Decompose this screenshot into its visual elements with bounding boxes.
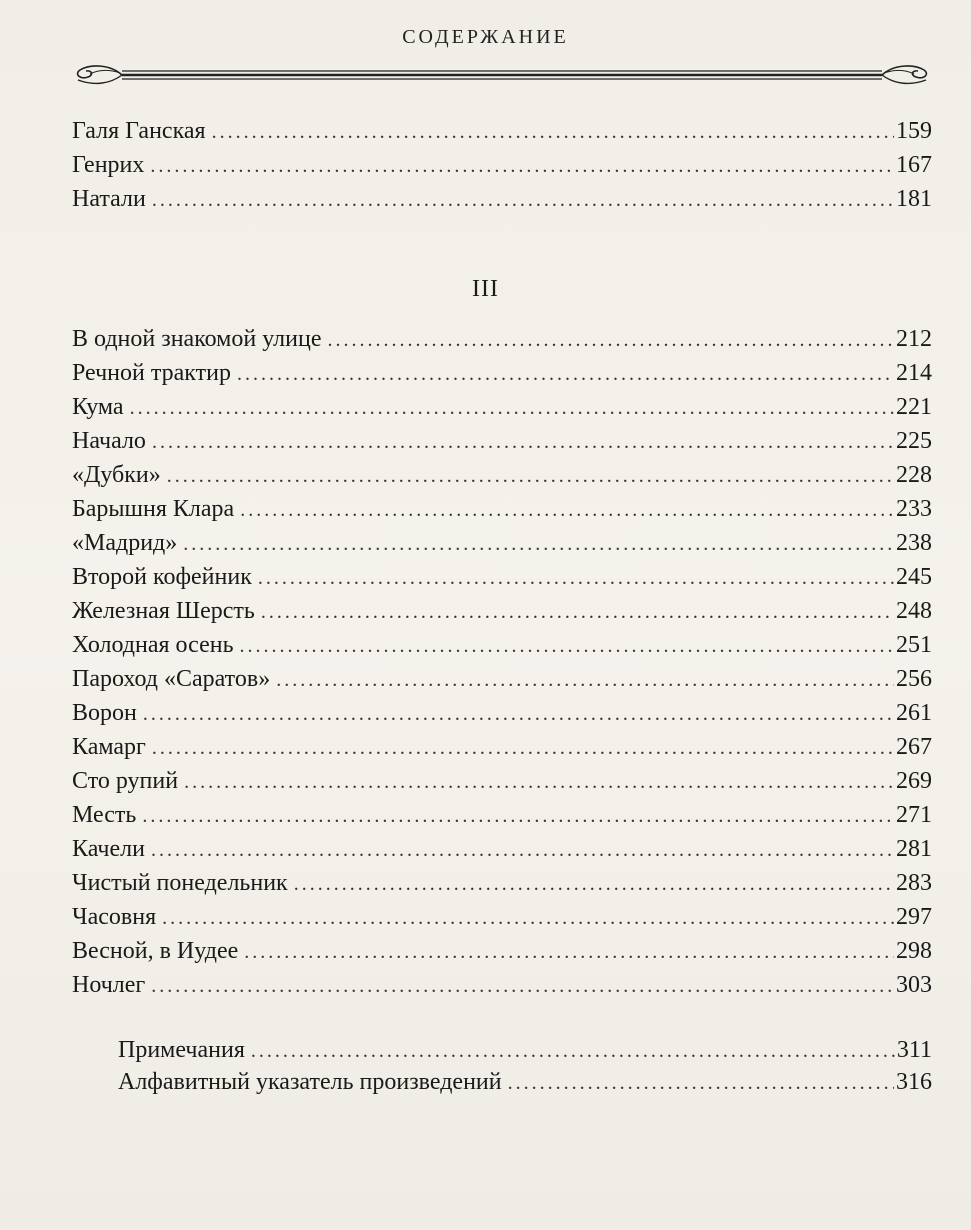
dot-leader bbox=[152, 183, 894, 217]
entry-page: 281 bbox=[896, 836, 932, 862]
toc-appendix bbox=[118, 1034, 932, 1098]
entry-page: 248 bbox=[896, 598, 932, 624]
entry-page: 256 bbox=[896, 666, 932, 692]
toc-entry bbox=[72, 934, 932, 968]
toc-entry bbox=[72, 594, 932, 628]
dot-leader bbox=[143, 697, 894, 731]
dot-leader bbox=[151, 833, 894, 867]
toc-entry bbox=[72, 764, 932, 798]
dot-leader bbox=[212, 115, 894, 149]
running-head: СОДЕРЖАНИЕ bbox=[402, 26, 569, 48]
toc-entry bbox=[72, 798, 932, 832]
entry-page: 251 bbox=[896, 632, 932, 658]
toc-entry bbox=[118, 1066, 932, 1098]
toc-entry bbox=[72, 696, 932, 730]
toc-entry bbox=[72, 832, 932, 866]
entry-title: Ночлег bbox=[72, 972, 146, 998]
dot-leader bbox=[294, 867, 894, 901]
entry-page: 303 bbox=[896, 972, 932, 998]
entry-page: 271 bbox=[896, 802, 932, 828]
entry-page: 283 bbox=[896, 870, 932, 896]
toc-entry bbox=[72, 968, 932, 1002]
dot-leader bbox=[251, 1035, 895, 1067]
entry-title: В одной знакомой улице bbox=[72, 326, 322, 352]
entry-title: Пароход «Саратов» bbox=[72, 666, 271, 692]
entry-page: 214 bbox=[896, 360, 932, 386]
entry-page: 212 bbox=[896, 326, 932, 352]
toc-entry bbox=[72, 114, 932, 148]
toc-entry bbox=[72, 730, 932, 764]
dot-leader bbox=[184, 765, 894, 799]
toc-entry bbox=[72, 458, 932, 492]
entry-page: 298 bbox=[896, 938, 932, 964]
dot-leader bbox=[276, 663, 894, 697]
dot-leader bbox=[237, 357, 894, 391]
entry-title: Речной трактир bbox=[72, 360, 231, 386]
dot-leader bbox=[167, 459, 894, 493]
toc-entry bbox=[72, 390, 932, 424]
entry-page: 269 bbox=[896, 768, 932, 794]
toc-entry bbox=[72, 866, 932, 900]
dot-leader bbox=[183, 527, 894, 561]
toc-entry bbox=[72, 628, 932, 662]
toc-entry bbox=[72, 356, 932, 390]
section-heading: III bbox=[472, 276, 499, 302]
entry-title: Кума bbox=[72, 394, 124, 420]
dot-leader bbox=[152, 425, 894, 459]
dot-leader bbox=[162, 901, 894, 935]
entry-page: 316 bbox=[896, 1069, 932, 1095]
entry-page: 233 bbox=[896, 496, 932, 522]
entry-title: Камарг bbox=[72, 734, 146, 760]
toc-entry bbox=[72, 148, 932, 182]
entry-page: 238 bbox=[896, 530, 932, 556]
dot-leader bbox=[130, 391, 894, 425]
dot-leader bbox=[152, 731, 894, 765]
entry-title: Месть bbox=[72, 802, 137, 828]
dot-leader bbox=[142, 799, 894, 833]
entry-title: Начало bbox=[72, 428, 146, 454]
dot-leader bbox=[150, 149, 894, 183]
dot-leader bbox=[151, 969, 894, 1003]
entry-page: 159 bbox=[896, 118, 932, 144]
entry-page: 267 bbox=[896, 734, 932, 760]
entry-title: Второй кофейник bbox=[72, 564, 252, 590]
dot-leader bbox=[240, 493, 894, 527]
entry-page: 297 bbox=[896, 904, 932, 930]
toc-entry bbox=[72, 322, 932, 356]
dot-leader bbox=[327, 323, 894, 357]
entry-page: 228 bbox=[896, 462, 932, 488]
entry-title: Ворон bbox=[72, 700, 137, 726]
entry-page: 245 bbox=[896, 564, 932, 590]
entry-title: «Дубки» bbox=[72, 462, 161, 488]
toc-entry bbox=[72, 182, 932, 216]
entry-title: Железная Шерсть bbox=[72, 598, 255, 624]
entry-page: 225 bbox=[896, 428, 932, 454]
toc-entry bbox=[72, 560, 932, 594]
entry-title: Натали bbox=[72, 186, 146, 212]
entry-page: 181 bbox=[896, 186, 932, 212]
toc-entry bbox=[72, 662, 932, 696]
entry-title: Качели bbox=[72, 836, 145, 862]
entry-title: Холодная осень bbox=[72, 632, 234, 658]
entry-title: «Мадрид» bbox=[72, 530, 178, 556]
dot-leader bbox=[258, 561, 894, 595]
entry-title: Барышня Клара bbox=[72, 496, 235, 522]
dot-leader bbox=[240, 629, 894, 663]
entry-page: 167 bbox=[896, 152, 932, 178]
toc-entry bbox=[72, 424, 932, 458]
entry-title: Галя Ганская bbox=[72, 118, 206, 144]
dot-leader bbox=[261, 595, 894, 629]
entry-page: 221 bbox=[896, 394, 932, 420]
dot-leader bbox=[244, 935, 894, 969]
entry-page: 311 bbox=[896, 1037, 932, 1063]
entry-title: Сто рупий bbox=[72, 768, 179, 794]
entry-title: Генрих bbox=[72, 152, 145, 178]
toc-entry bbox=[72, 526, 932, 560]
toc-section-3 bbox=[72, 322, 932, 1002]
toc-entry bbox=[72, 900, 932, 934]
entry-page: 261 bbox=[896, 700, 932, 726]
toc-entry bbox=[72, 492, 932, 526]
dot-leader bbox=[508, 1067, 894, 1099]
entry-title: Алфавитный указатель произведений bbox=[118, 1069, 502, 1095]
entry-title: Чистый понедельник bbox=[72, 870, 288, 896]
toc-entry bbox=[118, 1034, 932, 1066]
entry-title: Весной, в Иудее bbox=[72, 938, 239, 964]
entry-title: Примечания bbox=[118, 1037, 245, 1063]
ornamental-rule bbox=[72, 60, 932, 90]
entry-title: Часовня bbox=[72, 904, 157, 930]
toc-section-1 bbox=[72, 114, 932, 216]
